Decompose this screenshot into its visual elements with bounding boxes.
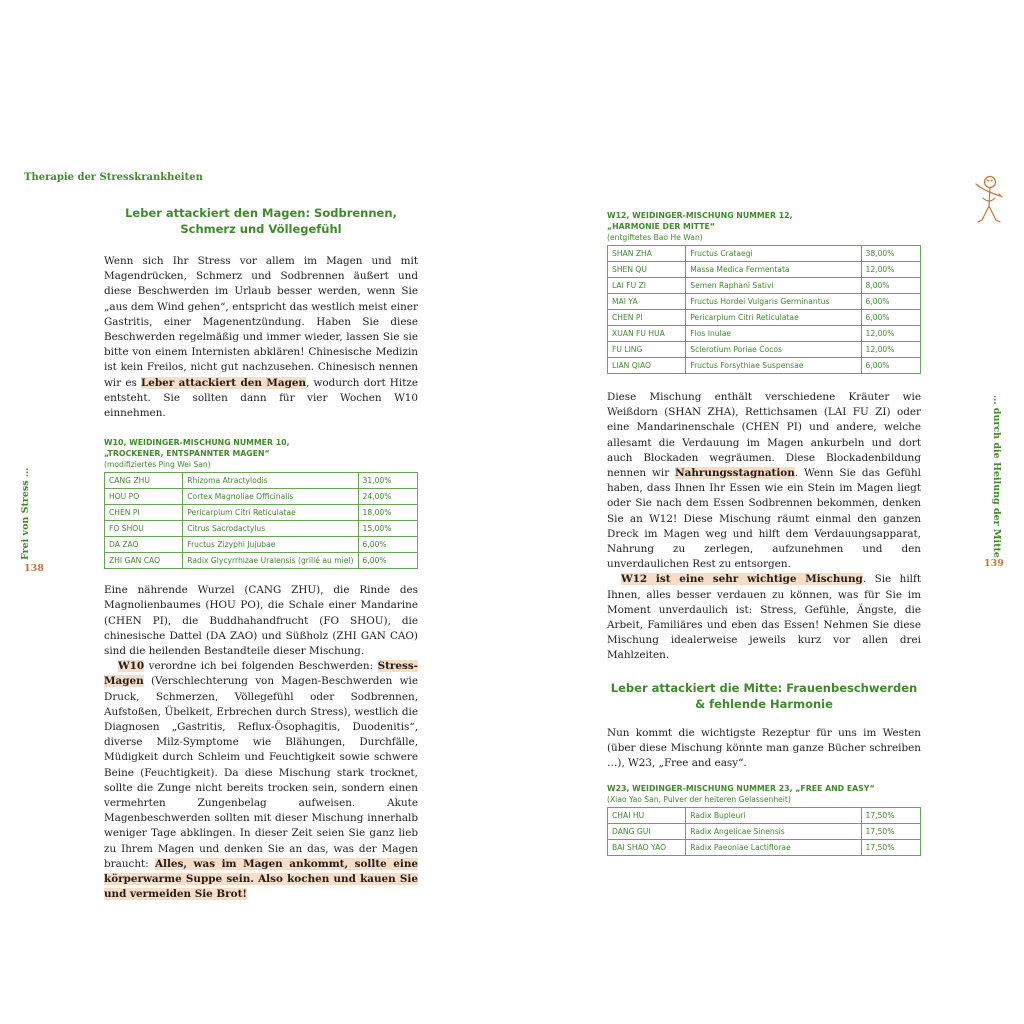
page-number-right: 139 [984,558,1004,569]
mixture-title: „TROCKENER, ENTSPANNTER MAGEN“ [104,449,270,459]
table-row: BAI SHAO YAO Radix Paeoniae Lactiflorae 17,50% [608,840,921,856]
mixture-title: W12, WEIDINGER-MISCHUNG NUMMER 12, [607,211,793,220]
right-page-column [607,210,921,856]
table-row: LAI FU ZI Semen Raphani Sativi 8,00% [608,278,921,294]
mixture-title: W23, WEIDINGER-MISCHUNG NUMMER 23, „FREE AND EASY“ [607,784,875,794]
table-row: DA ZAO Fructus Zizyphi Jujubae 6,00% [105,537,418,553]
mixture-title: „HARMONIE DER MITTE“ [607,222,715,231]
table-row: CANG ZHU Rhizoma Atractylodis 31,00% [105,473,418,489]
paragraph: Wenn sich Ihr Stress vor allem im Magen und mit Magendrücken, Schmerz und Sodbrennen äußert und diese Beschwerden im Urlaub besser werden, wenn Sie „aus dem Wind gehen“, entspricht das westlich meist einer Gastritis, einer Magenentzündung. Haben Sie diese Beschwerden regelmäßig und immer wieder, lassen Sie sie bitte von einem Internisten abklären! Chinesische Medizin ist kein Freilos, nicht gut nachzusehen. Chinesisch nennen wir es Leber attackiert den Magen, wodurch dort Hitze entsteht. Sie sollten dann für vier Wochen W10 einnehmen. [104,255,418,420]
table-row: FU LING Sclerotium Poriae Cocos 12,00% [608,342,921,358]
section-heading: Leber attackiert den Magen: Sodbrennen, Schmerz und Völlegefühl [125,206,397,236]
mixture-subtitle: (Xiao Yao San, Pulver der heiteren Gelassenheit) [607,795,791,805]
mixture-box [607,783,921,856]
mixture-box [607,210,921,374]
table-row: HOU PO Cortex Magnoliae Officinalis 24,00% [105,489,418,505]
mixture-title: W10, WEIDINGER-MISCHUNG NUMMER 10, [104,438,290,448]
side-title-right: … durch die Heilung der Mitte [991,395,1002,558]
side-title-left: Frei von Stress … [20,467,31,560]
mixture-table [607,245,921,374]
table-row: CHAI HU Radix Bupleuri 17,50% [608,808,921,824]
table-row: CHEN PI Pericarpium Citri Reticulatae 6,00% [608,310,921,326]
table-row: XUAN FU HUA Flos Inulae 12,00% [608,326,921,342]
mixture-table [104,472,418,569]
figure-illustration-icon [968,172,1008,230]
table-row: LIAN QIAO Fructus Forsythiae Suspensae 6,00% [608,358,921,374]
paragraph: Diese Mischung enthält verschiedene Kräuter wie Weißdorn (SHAN ZHA), Rettichsamen (LAI FU ZI) oder eine Mandarinenschale (CHEN PI) und andere, welche allesamt die Verdauung im Magen ankurbeln und dort auch Blockaden wegräumen. Diese Blockadenbildung nennen wir Nahrungsstagnation. Wenn Sie das Gefühl haben, dass Ihnen Ihr Essen wie ein Stein im Magen liegt oder Sie nach dem Essen Sodbrennen bekommen, denken Sie an W12! Diese Mischung räumt einmal den ganzen Dreck im Magen weg und hilft dem Verdauungsapparat, Nahrung zu zerlegen, aufzunehmen und den unverdaulichen Rest zu entsorgen. [607,391,921,571]
paragraph: Nun kommt die wichtigste Rezeptur für uns im Westen (über diese Mischung könnte man ganze Bücher schreiben …), W23, „Free and easy“. [607,726,921,770]
running-head: Therapie der Stresskrankheiten [24,172,203,183]
mixture-subtitle: (modifiziertes Ping Wei San) [104,460,211,470]
table-row: CHEN PI Pericarpium Citri Reticulatae 18,00% [105,505,418,521]
mixture-table [607,807,921,856]
paragraph: Eine nährende Wurzel (CANG ZHU), die Rinde des Magnolienbaumes (HOU PO), die Schale einer Mandarine (CHEN PI), die Buddhahandfrucht (FO SHOU), die chinesische Dattel (DA ZAO) und Süßholz (ZHI GAN CAO) sind die heilenden Bestandteile dieser Mischung. [104,584,418,658]
paragraph: W10 verordne ich bei folgenden Beschwerden: Stress-Magen (Verschlechterung von Magen-Beschwerden wie Druck, Schmerzen, Völlegefühl oder Sodbrennen, Aufstoßen, Übelkeit, Erbrechen durch Stress), westlich die Diagnosen „Gastritis, Reflux-Ösophagitis, Duodenitis“, diverse Milz-Symptome wie Blähungen, Durchfälle, Müdigkeit durch Schleim und Feuchtigkeit sowie schwere Beine (Feuchtigkeit). Da diese Mischung stark trocknet, sollte die Zunge nicht bereits trocken sein, sondern einen vermehrten Zungenbelag aufweisen. Akute Magenbeschwerden sollten mit dieser Mischung innerhalb weniger Tage abklingen. In dieser Zeit seien Sie ganz lieb zu Ihrem Magen und denken Sie an das, was der Magen braucht: Alles, was im Magen ankommt, sollte eine körperwarme Suppe sein. Also kochen und kauen Sie und vermeiden Sie Brot! [104,660,418,901]
table-row: MAI YA Fructus Hordei Vulgaris Germinantus 6,00% [608,294,921,310]
table-row: ZHI GAN CAO Radix Glycyrrhizae Uralensis (grillé au miel) 6,00% [105,553,418,569]
paragraph: W12 ist eine sehr wichtige Mischung. Sie hilft Ihnen, alles besser verdauen zu können, was für Sie im Moment unverdaulich ist: Stress, Gefühle, Ängste, die Arbeit, Familiäres und eben das Essen! Nehmen Sie diese Mischung idealerweise jeweils kurz vor allen drei Mahlzeiten. [607,573,922,662]
mixture-subtitle: (entgiftetes Bao He Wan) [607,233,703,242]
mixture-box [104,437,418,569]
table-row: DANG GUI Radix Angelicae Sinensis 17,50% [608,824,921,840]
table-row: FO SHOU Citrus Sacrodactylus 15,00% [105,521,418,537]
table-row: SHEN QU Massa Medica Fermentata 12,00% [608,262,921,278]
page-number-left: 138 [24,563,44,574]
left-page-column [104,205,418,903]
section-heading: Leber attackiert die Mitte: Frauenbeschwerden & fehlende Harmonie [610,680,918,711]
table-row: SHAN ZHA Fructus Crataegi 38,00% [608,246,921,262]
